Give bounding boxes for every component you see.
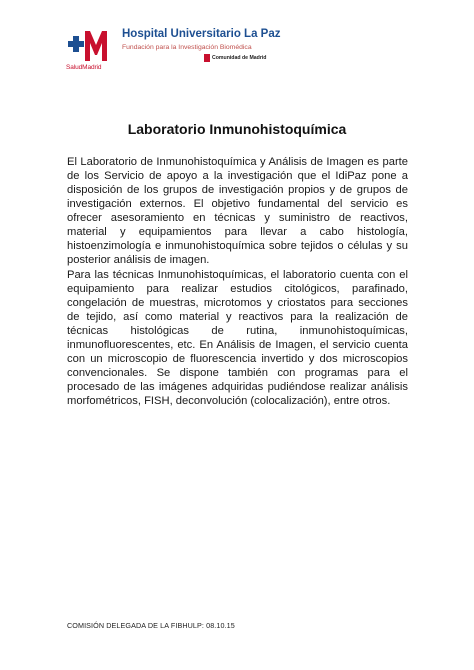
comunidad-badge-label: Comunidad de Madrid: [212, 55, 267, 61]
salud-madrid-logo-icon: [66, 27, 108, 65]
comunidad-flag-icon: [204, 54, 210, 62]
page-title: Laboratorio Inmunohistoquímica: [127, 121, 347, 137]
body-paragraph-2: Para las técnicas Inmunohistoquímicas, el laboratorio cuenta con el equipamiento para realizar estudios citológicos, parafinado, congelación de muestras, microtomos y criostatos para secciones de tejido, así como material y reactivos para la realización de técnicas histológicas de rutina, inmunohistoquímicas, inmunofluorescentes, etc. En Análisis de Imagen, el servicio cuenta con un microscopio de fluorescencia invertido y dos microscopios convencionales. Se dispone también con programas para el procesado de las imágenes adquiridas pudiéndose realizar análisis morfométricos, FISH, deconvolución (colocalización), entre otros.: [67, 269, 408, 407]
hospital-name: Hospital Universitario La Paz: [122, 28, 281, 40]
comunidad-madrid-badge: [204, 53, 266, 63]
body-paragraph-1: El Laboratorio de Inmunohistoquímica y Análisis de Imagen es parte de los Servicio de apoyo a la investigación que el IdiPaz pone a disposición de los grupos de investigación propios y de grupos de investigación externos. El objetivo fundamental del servicio es ofrecer asesoramiento en técnicas y suministro de reactivos, material y equipamientos para llevar a cabo histología, histoenzimología e inmunohistoquímica sobre tejidos o células y su posterior análisis de imagen.: [67, 156, 408, 266]
hospital-subtitle: Fundación para la Investigación Biomédica: [122, 44, 252, 51]
logo-caption: SaludMadrid: [66, 64, 102, 71]
page-footer: COMISIÓN DELEGADA DE LA FIBHULP: 08.10.15: [67, 621, 235, 630]
